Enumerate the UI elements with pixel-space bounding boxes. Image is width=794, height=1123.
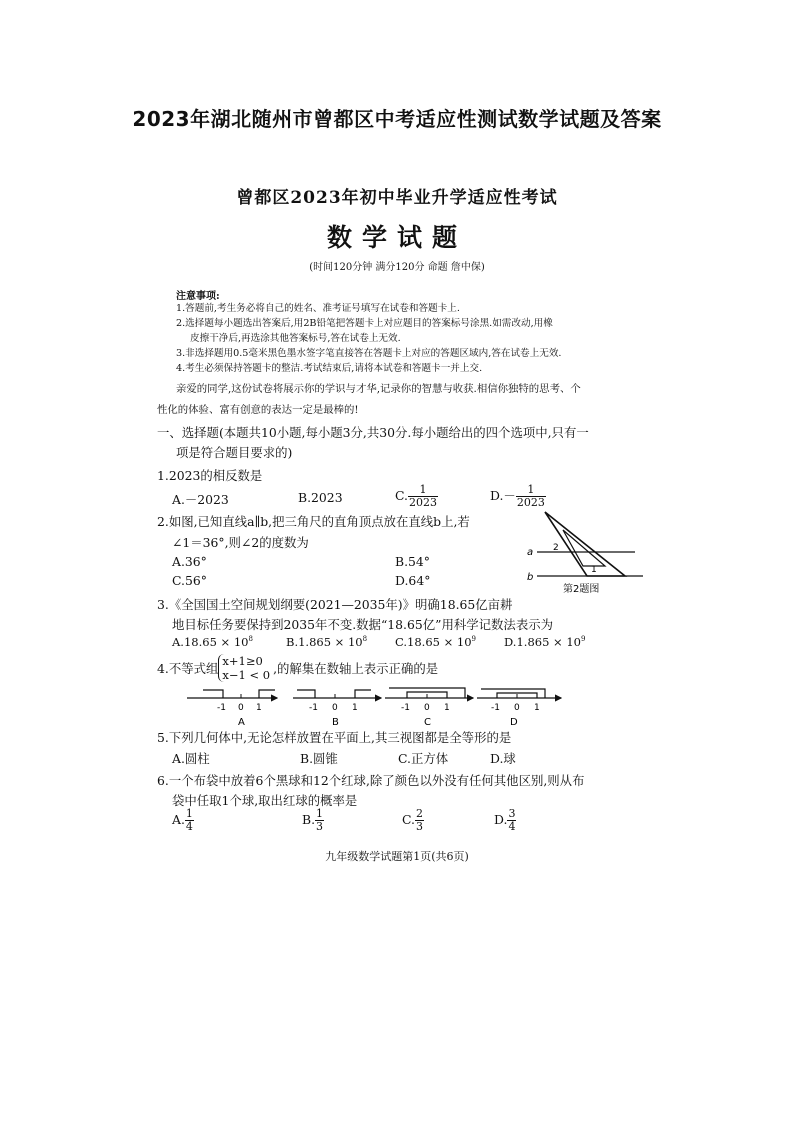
notice-item: 皮擦干净后,再选涂其他答案标号,答在试卷上无效. bbox=[190, 333, 401, 344]
option-base: B.1.865 × 10 bbox=[286, 635, 363, 649]
question-1-option-a: A.－2023 bbox=[172, 492, 229, 507]
question-2-figure bbox=[525, 508, 645, 598]
tick-label: 0 bbox=[514, 703, 520, 713]
fraction bbox=[408, 484, 438, 509]
question-1-option-c bbox=[395, 484, 438, 509]
fraction-numerator: 2 bbox=[415, 807, 423, 820]
fraction-numerator: 1 bbox=[419, 483, 427, 496]
fraction-numerator: 3 bbox=[508, 807, 516, 820]
question-4-prefix: 4.不等式组 bbox=[157, 661, 219, 676]
inequality-system bbox=[218, 654, 273, 682]
exam-meta: (时间120分钟 满分120分 命题 詹中保) bbox=[309, 262, 485, 273]
exam-subtitle: 曾都区2023年初中毕业升学适应性考试 bbox=[236, 188, 558, 208]
question-5-stem: 5.下列几何体中,无论怎样放置在平面上,其三视图都是全等形的是 bbox=[157, 730, 512, 745]
notice-item: 2.选择题每小题选出答案后,用2B铅笔把答题卡上对应题目的答案标号涂黑.如需改动,用橡 bbox=[176, 318, 553, 329]
tick-label: 1 bbox=[256, 703, 262, 713]
exam-main-title: 数学试题 bbox=[326, 223, 467, 252]
question-3-stem: 3.《全国国土空间规划纲要(2021—2035年)》明确18.65亿亩耕 bbox=[157, 597, 513, 612]
figure-caption: 第2题图 bbox=[563, 584, 600, 595]
inequality-2: x−1 < 0 bbox=[222, 668, 271, 682]
option-exponent: 8 bbox=[362, 635, 368, 644]
tick-label: 1 bbox=[534, 703, 540, 713]
option-label: D bbox=[510, 717, 518, 728]
fraction-denominator: 4 bbox=[185, 820, 193, 833]
option-exponent: 9 bbox=[471, 635, 477, 644]
option-label: B bbox=[332, 717, 339, 728]
question-4-number-lines bbox=[185, 684, 565, 728]
question-3-option-b bbox=[286, 635, 367, 649]
option-label: C bbox=[424, 717, 431, 728]
number-line-d bbox=[477, 689, 561, 728]
question-4-stem bbox=[157, 654, 438, 682]
number-line-a bbox=[187, 690, 277, 728]
fraction bbox=[507, 808, 516, 833]
option-base: A.18.65 × 10 bbox=[172, 635, 249, 649]
tick-label: -1 bbox=[491, 703, 500, 713]
question-1-stem: 1.2023的相反数是 bbox=[157, 468, 263, 483]
fraction-numerator: 1 bbox=[185, 807, 193, 820]
option-prefix: B. bbox=[302, 812, 316, 827]
question-5-option-d: D.球 bbox=[490, 751, 516, 766]
fraction-numerator: 1 bbox=[316, 807, 324, 820]
question-5-option-c: C.正方体 bbox=[398, 751, 449, 766]
fraction-numerator: 1 bbox=[527, 483, 535, 496]
document-title: 2023年湖北随州市曾都区中考适应性测试数学试题及答案 bbox=[132, 107, 662, 131]
question-1-option-b: B.2023 bbox=[298, 490, 343, 505]
fraction-denominator: 4 bbox=[508, 820, 516, 833]
intro-line: 性化的体验、富有创意的表达一定是最棒的! bbox=[157, 404, 359, 416]
question-2-option-b: B.54° bbox=[395, 554, 431, 569]
angle-2-label: 2 bbox=[553, 543, 559, 553]
option-label: A bbox=[238, 717, 245, 728]
tick-label: 0 bbox=[238, 703, 244, 713]
question-4-suffix: ,的解集在数轴上表示正确的是 bbox=[273, 661, 439, 676]
label-b: b bbox=[527, 572, 534, 583]
question-6-option-d bbox=[494, 808, 516, 833]
number-line-b bbox=[293, 690, 381, 728]
question-3-option-c bbox=[395, 635, 476, 649]
tick-label: -1 bbox=[217, 703, 226, 713]
section-heading: 一、选择题(本题共10小题,每小题3分,共30分.每小题给出的四个选项中,只有一 bbox=[157, 425, 589, 440]
inequality-1: x+1≥0 bbox=[222, 654, 263, 668]
option-prefix: D. bbox=[494, 812, 508, 827]
notice-item: 1.答题前,考生务必将自己的姓名、准考证号填写在试卷和答题卡上. bbox=[176, 303, 460, 314]
fraction-denominator: 2023 bbox=[408, 496, 437, 509]
tick-label: 0 bbox=[332, 703, 338, 713]
tick-label: 1 bbox=[352, 703, 358, 713]
option-base: D.1.865 × 10 bbox=[504, 635, 581, 649]
question-5-option-a: A.圆柱 bbox=[172, 751, 210, 766]
option-prefix: C. bbox=[395, 488, 408, 503]
option-prefix: C. bbox=[402, 812, 415, 827]
question-3-stem-cont: 地目标任务要保持到2035年不变.数据“18.65亿”用科学记数法表示为 bbox=[172, 617, 553, 632]
question-3-option-d bbox=[504, 635, 585, 649]
notice-item: 3.非选择题用0.5毫米黑色墨水签字笔直接答在答题卡上对应的答题区域内,答在试卷上无效. bbox=[176, 348, 562, 359]
angle-1-label: 1 bbox=[591, 565, 597, 575]
option-prefix: D.－ bbox=[490, 488, 516, 503]
fraction-denominator: 3 bbox=[316, 820, 324, 833]
fraction-denominator: 3 bbox=[415, 820, 423, 833]
fraction bbox=[516, 484, 546, 509]
tick-label: 1 bbox=[444, 703, 450, 713]
notice-heading: 注意事项: bbox=[176, 291, 220, 302]
question-3-option-a bbox=[172, 635, 253, 649]
question-6-stem-cont: 袋中任取1个球,取出红球的概率是 bbox=[172, 793, 358, 808]
fraction bbox=[185, 808, 194, 833]
question-6-option-b bbox=[302, 808, 324, 833]
question-2-stem: 2.如图,已知直线a∥b,把三角尺的直角顶点放在直线b上,若 bbox=[157, 514, 470, 529]
question-2-option-a: A.36° bbox=[172, 554, 207, 569]
section-heading-cont: 项是符合题目要求的) bbox=[176, 445, 293, 460]
option-exponent: 9 bbox=[580, 635, 586, 644]
tick-label: -1 bbox=[401, 703, 410, 713]
intro-line: 亲爱的同学,这份试卷将展示你的学识与才华,记录你的智慧与收获.相信你独特的思考、个 bbox=[176, 383, 581, 395]
fraction-denominator: 2023 bbox=[516, 496, 545, 509]
option-base: C.18.65 × 10 bbox=[395, 635, 472, 649]
tick-label: 0 bbox=[424, 703, 430, 713]
label-a: a bbox=[527, 547, 534, 558]
option-prefix: A. bbox=[172, 812, 185, 827]
fraction bbox=[415, 808, 424, 833]
question-6-stem: 6.一个布袋中放着6个黑球和12个红球,除了颜色以外没有任何其他区别,则从布 bbox=[157, 773, 585, 788]
question-5-option-b: B.圆锥 bbox=[300, 751, 338, 766]
page-footer: 九年级数学试题第1页(共6页) bbox=[325, 850, 469, 863]
question-2-option-d: D.64° bbox=[395, 573, 431, 588]
question-6-option-a bbox=[172, 808, 194, 833]
fraction bbox=[315, 808, 324, 833]
number-line-c bbox=[385, 688, 473, 728]
option-exponent: 8 bbox=[248, 635, 253, 644]
question-2-option-c: C.56° bbox=[172, 573, 207, 588]
question-6-option-c bbox=[402, 808, 424, 833]
question-2-stem-cont: ∠1＝36°,则∠2的度数为 bbox=[172, 535, 309, 550]
tick-label: -1 bbox=[309, 703, 318, 713]
question-1-option-d bbox=[490, 484, 546, 509]
notice-item: 4.考生必须保持答题卡的整洁.考试结束后,请将本试卷和答题卡一并上交. bbox=[176, 363, 483, 374]
